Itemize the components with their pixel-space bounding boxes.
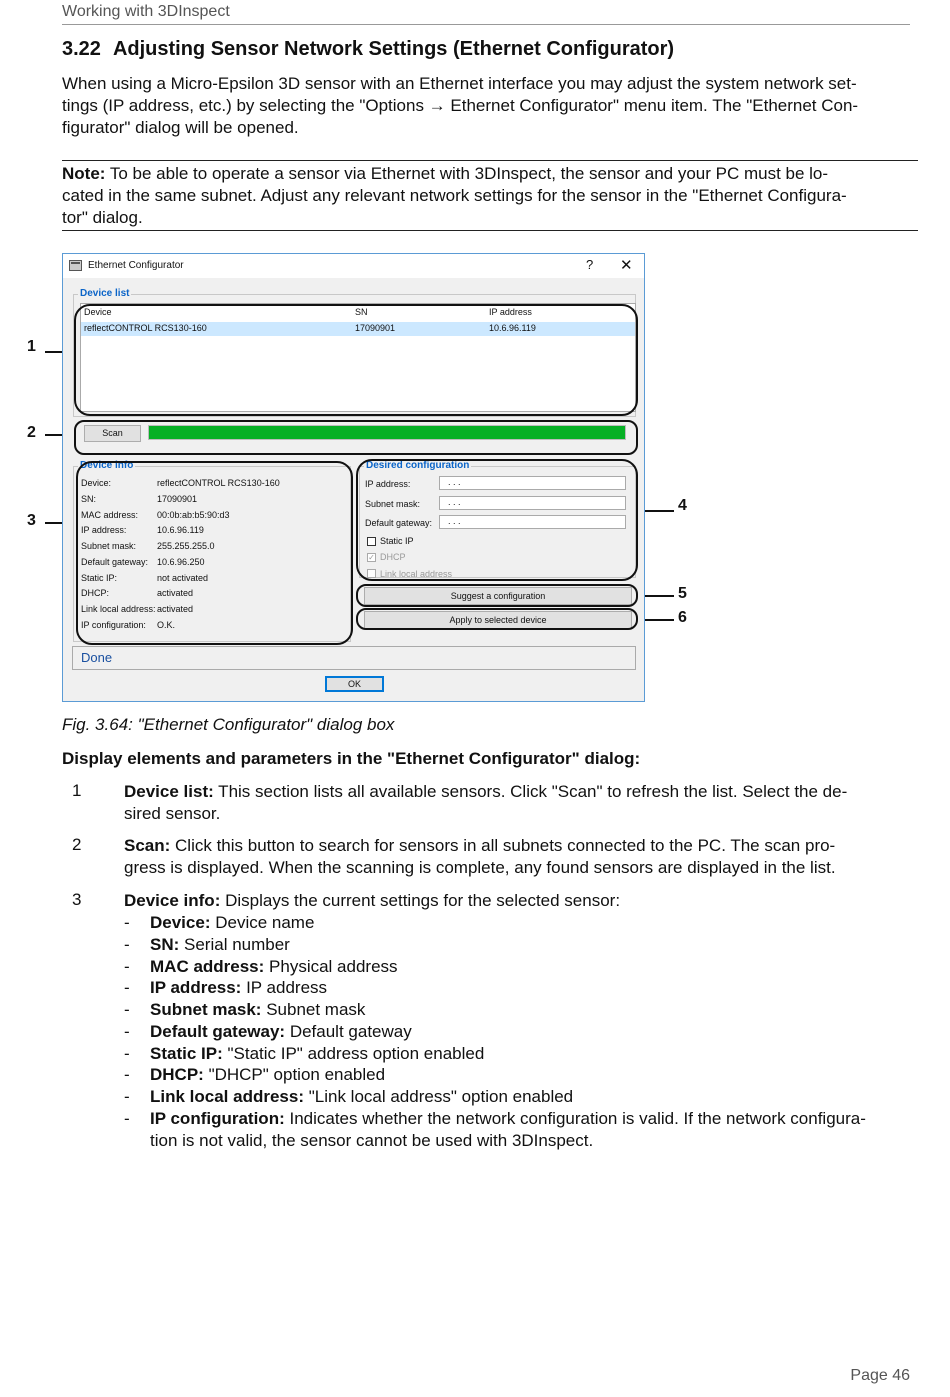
info-key: IP configuration: (81, 620, 146, 630)
callout-3: 3 (27, 512, 36, 529)
column-sn[interactable]: SN (355, 307, 368, 317)
section-title (62, 38, 674, 61)
bullet-dash: - (124, 913, 130, 932)
callout-2: 2 (27, 424, 36, 441)
intro-line: figurator" dialog will be opened. (62, 118, 299, 137)
info-value: O.K. (157, 620, 176, 630)
running-header: Working with 3DInspect (62, 3, 230, 20)
bullet-desc: "DHCP" option enabled (203, 1065, 386, 1084)
bullet-term: Subnet mask: (150, 1000, 262, 1019)
row-device: reflectCONTROL RCS130-160 (84, 323, 207, 333)
info-value: 10.6.96.250 (157, 557, 205, 567)
section-number: 3.22 (62, 38, 101, 60)
row-ip: 10.6.96.119 (489, 323, 536, 333)
bullet-desc: Default gateway (285, 1022, 412, 1041)
info-value: reflectCONTROL RCS130-160 (157, 478, 280, 488)
bullet-desc: Physical address (264, 957, 398, 976)
help-icon[interactable]: ? (586, 257, 594, 272)
figure-caption: Fig. 3.64: "Ethernet Configurator" dialog box (62, 715, 395, 734)
header-rule (62, 24, 910, 25)
info-key: Default gateway: (81, 557, 149, 567)
ok-button[interactable]: OK (325, 676, 384, 692)
callout-6: 6 (678, 609, 687, 626)
status-field: Done (72, 646, 636, 670)
info-key: DHCP: (81, 588, 110, 598)
info-key: Subnet mask: (81, 541, 137, 551)
bullet-dash: - (124, 1044, 130, 1063)
item-number: 2 (72, 835, 82, 854)
item-text-line: sired sensor. (124, 804, 221, 823)
desired-subnet-input[interactable]: . . . (439, 496, 626, 510)
desired-gateway-label: Default gateway: (365, 518, 433, 528)
item-number: 3 (72, 890, 82, 909)
suggest-config-button[interactable]: Suggest a configuration (364, 587, 632, 605)
item-description (124, 835, 914, 879)
dialog-titlebar (63, 254, 644, 278)
callout-oval-6 (356, 608, 638, 630)
info-value: 17090901 (157, 494, 198, 504)
section-heading: Adjusting Sensor Network Settings (Ethernet Configurator) (112, 38, 675, 60)
info-key: Device: (81, 478, 112, 488)
bullet-term: IP configuration: (150, 1109, 285, 1128)
page-number: Page 46 (850, 1367, 910, 1384)
bullet-dash: - (124, 1022, 130, 1041)
item-text-line: Click this button to search for sensors in all subnets connected to the PC. The scan pro- (170, 836, 836, 855)
callout-oval-4 (356, 459, 638, 581)
bullet-dash: - (124, 1000, 130, 1019)
bullet-desc: Subnet mask (261, 1000, 366, 1019)
bullet-term: Default gateway: (150, 1022, 286, 1041)
callout-5: 5 (678, 585, 687, 602)
callout-oval-1 (74, 304, 638, 416)
bullet-term: SN: (150, 935, 180, 954)
item-term: Device info: (124, 891, 221, 910)
column-device[interactable]: Device (84, 307, 112, 317)
info-value: activated (157, 604, 194, 614)
intro-paragraph (62, 73, 914, 139)
desired-config-label: Desired configuration (366, 460, 470, 471)
item-term: Scan: (124, 836, 171, 855)
info-value: 00:0b:ab:b5:90:d3 (157, 510, 230, 520)
apply-to-device-button[interactable]: Apply to selected device (364, 611, 632, 629)
bullet-desc: "Static IP" address option enabled (222, 1044, 485, 1063)
bullet-term: Static IP: (150, 1044, 223, 1063)
bullet-term: DHCP: (150, 1065, 204, 1084)
column-ip-address[interactable]: IP address (489, 307, 532, 317)
callout-4: 4 (678, 497, 687, 514)
note-label: Note: (62, 164, 106, 183)
app-icon (69, 260, 82, 271)
note-top-rule (62, 160, 918, 161)
note-text: cated in the same subnet. Adjust any relevant network settings for the sensor in the "Ethernet Configura- (62, 186, 847, 205)
note-bottom-rule (62, 230, 918, 231)
callout-1: 1 (27, 338, 36, 355)
item-description (124, 890, 914, 912)
bullet-desc: tion is not valid, the sensor cannot be used with 3DInspect. (150, 1131, 594, 1150)
info-key: Static IP: (81, 573, 118, 583)
scan-button[interactable]: Scan (84, 425, 141, 442)
info-key: Link local address: (81, 604, 156, 614)
list-heading: Display elements and parameters in the "Ethernet Configurator" dialog: (62, 749, 641, 768)
bullet-desc: Device name (210, 913, 315, 932)
bullet-term: MAC address: (150, 957, 265, 976)
info-value: not activated (157, 573, 209, 583)
bullet-dash: - (124, 957, 130, 976)
item-text-line: Displays the current settings for the selected sensor: (220, 891, 621, 910)
item-number: 1 (72, 781, 82, 800)
desired-subnet-label: Subnet mask: (365, 499, 421, 509)
bullet-dash: - (124, 1109, 130, 1128)
bullet-dash: - (124, 978, 130, 997)
device-list-label: Device list (80, 288, 130, 299)
info-key: IP address: (81, 525, 127, 535)
device-info-label: Device info (80, 460, 134, 471)
dhcp-checkbox[interactable]: ✓ (368, 553, 375, 562)
info-key: SN: (81, 494, 97, 504)
bullet-term: Link local address: (150, 1087, 304, 1106)
callout-oval-5 (356, 584, 638, 607)
note-text: To be able to operate a sensor via Ethernet with 3DInspect, the sensor and your PC must be lo- (105, 164, 829, 183)
callout-oval-3 (76, 461, 353, 645)
callout-oval-2 (74, 420, 638, 455)
intro-line: When using a Micro-Epsilon 3D sensor with an Ethernet interface you may adjust the system network set- (62, 74, 857, 93)
item-text-line: gress is displayed. When the scanning is complete, any found sensors are displayed in the list. (124, 858, 836, 877)
bullet-dash: - (124, 1065, 130, 1084)
item-text-line: This section lists all available sensors. Click "Scan" to refresh the list. Select the de- (213, 782, 848, 801)
dhcp-label: DHCP (380, 552, 406, 562)
bullet-desc: IP address (241, 978, 328, 997)
info-value: 10.6.96.119 (157, 525, 204, 535)
info-key: MAC address: (81, 510, 139, 520)
desired-ip-label: IP address: (365, 479, 411, 489)
bullet-dash: - (124, 1087, 130, 1106)
info-value: activated (157, 588, 194, 598)
bullet-term: IP address: (150, 978, 242, 997)
item-description (124, 781, 914, 825)
bullet-desc: Serial number (179, 935, 290, 954)
link-local-label: Link local address (380, 569, 453, 579)
bullet-desc: "Link local address" option enabled (304, 1087, 574, 1106)
close-icon[interactable]: ✕ (620, 257, 633, 274)
dialog-title: Ethernet Configurator (88, 260, 184, 271)
bullet-dash: - (124, 935, 130, 954)
item-term: Device list: (124, 782, 214, 801)
bullet-term: Device: (150, 913, 211, 932)
ethernet-configurator-dialog (62, 253, 645, 702)
intro-line: tings (IP address, etc.) by selecting the "Options → Ethernet Configurator" menu item. The "Ethernet Con- (62, 96, 859, 115)
note-paragraph (62, 163, 914, 229)
note-text: tor" dialog. (62, 208, 143, 227)
static-ip-label: Static IP (380, 536, 414, 546)
desired-ip-input[interactable]: . . . (439, 476, 626, 490)
bullet-desc: Indicates whether the network configuration is valid. If the network configura- (284, 1109, 866, 1128)
desired-gateway-input[interactable]: . . . (439, 515, 626, 529)
info-value: 255.255.255.0 (157, 541, 215, 551)
row-sn: 17090901 (355, 323, 396, 333)
